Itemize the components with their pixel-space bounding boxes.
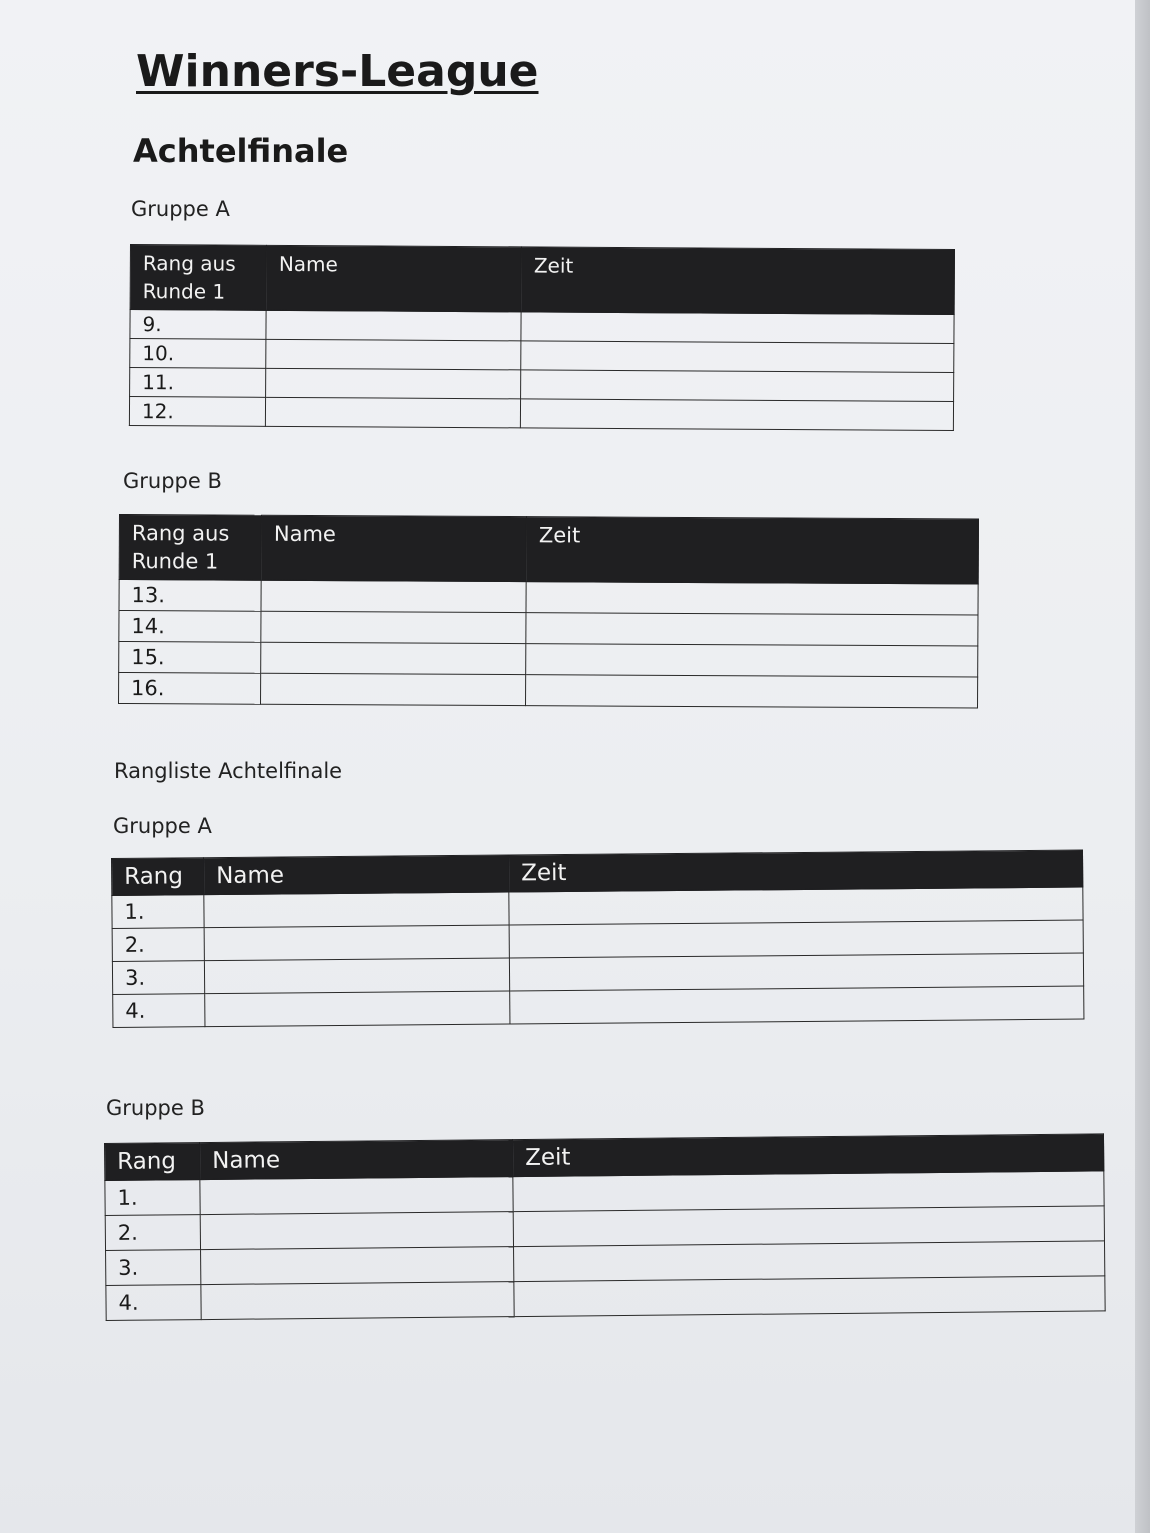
header-name: Name	[266, 245, 521, 312]
name-cell[interactable]	[261, 673, 526, 705]
name-cell[interactable]	[201, 1247, 514, 1285]
time-cell[interactable]	[526, 644, 978, 677]
rank-cell: 12.	[129, 397, 265, 427]
header-name: Name	[204, 855, 509, 895]
header-rank: Rang	[105, 1143, 200, 1181]
rank-cell: 13.	[119, 580, 261, 612]
time-cell[interactable]	[526, 613, 978, 646]
time-cell[interactable]	[510, 986, 1084, 1024]
ranking-group-b-table	[104, 1133, 1106, 1321]
rank-cell: 4.	[113, 994, 205, 1028]
name-cell[interactable]	[265, 397, 520, 428]
table-header-row	[119, 515, 978, 584]
name-cell[interactable]	[200, 1212, 513, 1250]
time-cell[interactable]	[513, 1171, 1104, 1212]
name-cell[interactable]	[201, 1282, 514, 1320]
name-cell[interactable]	[266, 339, 521, 370]
document-title: Winners-League	[136, 46, 539, 97]
time-cell[interactable]	[514, 1276, 1105, 1317]
name-cell[interactable]	[266, 310, 521, 341]
header-name: Name	[200, 1140, 513, 1180]
rank-cell: 11.	[130, 368, 266, 398]
table-row	[119, 673, 978, 708]
rank-cell: 3.	[112, 961, 204, 995]
rank-cell: 14.	[119, 611, 261, 643]
time-cell[interactable]	[509, 953, 1083, 991]
rank-cell: 9.	[130, 310, 266, 340]
ranking-group-b-label: Gruppe B	[106, 1096, 205, 1120]
name-cell[interactable]	[261, 580, 526, 612]
table-row	[119, 580, 978, 615]
header-time: Zeit	[512, 1134, 1103, 1177]
table-header-row	[130, 245, 954, 315]
page-edge-shadow	[1135, 0, 1150, 1533]
group-b-table	[118, 514, 979, 709]
rank-cell: 1.	[105, 1180, 200, 1216]
header-time: Zeit	[526, 517, 978, 584]
time-cell[interactable]	[509, 920, 1083, 958]
ranking-group-a-table	[111, 850, 1084, 1028]
section-heading: Achtelfinale	[133, 132, 349, 170]
time-cell[interactable]	[509, 887, 1083, 925]
name-cell[interactable]	[200, 1177, 513, 1215]
time-cell[interactable]	[526, 675, 978, 708]
name-cell[interactable]	[204, 892, 509, 928]
name-cell[interactable]	[205, 991, 510, 1027]
group-a-table	[129, 244, 955, 431]
time-cell[interactable]	[521, 312, 954, 344]
table-row	[119, 611, 978, 646]
rank-cell: 2.	[105, 1215, 200, 1251]
time-cell[interactable]	[520, 399, 953, 431]
rank-cell: 1.	[112, 895, 204, 929]
name-cell[interactable]	[261, 611, 526, 643]
header-name: Name	[261, 515, 526, 581]
rank-cell: 10.	[130, 339, 266, 369]
header-rank: Rang aus Runde 1	[119, 515, 261, 581]
time-cell[interactable]	[521, 370, 954, 402]
time-cell[interactable]	[526, 582, 978, 615]
rank-cell: 3.	[106, 1250, 201, 1286]
rank-cell: 16.	[119, 673, 261, 705]
name-cell[interactable]	[266, 368, 521, 399]
rank-cell: 2.	[112, 928, 204, 962]
rank-cell: 4.	[106, 1285, 201, 1321]
time-cell[interactable]	[513, 1206, 1104, 1247]
time-cell[interactable]	[514, 1241, 1105, 1282]
name-cell[interactable]	[261, 642, 526, 674]
time-cell[interactable]	[521, 341, 954, 373]
ranking-heading: Rangliste Achtelfinale	[114, 759, 343, 783]
header-rank: Rang aus Runde 1	[130, 245, 266, 311]
header-time: Zeit	[508, 850, 1082, 892]
header-time: Zeit	[521, 247, 954, 315]
table-row	[129, 397, 953, 431]
header-rank: Rang	[112, 858, 204, 896]
name-cell[interactable]	[204, 958, 509, 994]
table-row	[119, 642, 978, 677]
group-a-label: Gruppe A	[131, 197, 230, 221]
name-cell[interactable]	[204, 925, 509, 961]
ranking-group-a-label: Gruppe A	[113, 814, 212, 838]
group-b-label: Gruppe B	[123, 469, 222, 493]
rank-cell: 15.	[119, 642, 261, 674]
